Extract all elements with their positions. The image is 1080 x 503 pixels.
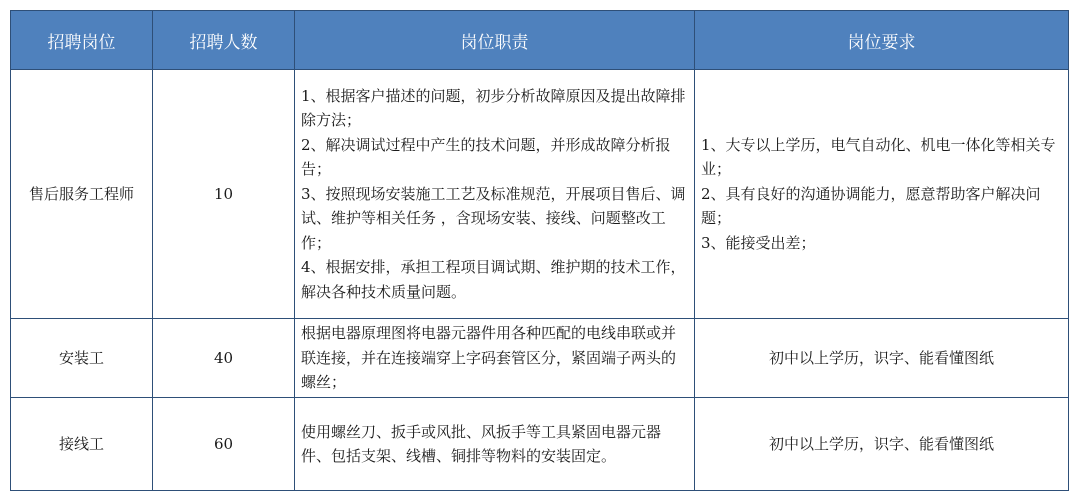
requirement-item: 2、具有良好的沟通协调能力，愿意帮助客户解决问题； — [701, 184, 1041, 228]
table-row — [11, 70, 1069, 319]
requirements-cell — [695, 70, 1069, 319]
duty-item: 1、根据客户描述的问题，初步分析故障原因及提出故障排除方法； — [301, 86, 686, 130]
count-cell: 10 — [153, 70, 295, 319]
recruitment-table — [10, 10, 1069, 491]
duties-cell: 使用螺丝刀、扳手或风批、风扳手等工具紧固电器元器件、包括支架、线槽、铜排等物料的安装固定。 — [295, 398, 695, 491]
count-cell: 60 — [153, 398, 295, 491]
requirements-cell: 初中以上学历，识字、能看懂图纸 — [695, 319, 1069, 398]
header-count: 招聘人数 — [153, 11, 295, 70]
duty-item: 3、按照现场安装施工工艺及标准规范，开展项目售后、调试、维护等相关任务 ，含现场安装、接线、问题整改工作； — [301, 184, 686, 252]
requirement-item: 3、能接受出差； — [701, 233, 816, 252]
duties-cell — [295, 70, 695, 319]
requirements-cell: 初中以上学历，识字、能看懂图纸 — [695, 398, 1069, 491]
count-cell: 40 — [153, 319, 295, 398]
position-cell: 安装工 — [11, 319, 153, 398]
table-row — [11, 398, 1069, 491]
position-cell: 接线工 — [11, 398, 153, 491]
duty-item: 2、解决调试过程中产生的技术问题，并形成故障分析报告； — [301, 135, 671, 179]
table-header-row — [11, 11, 1069, 70]
header-position: 招聘岗位 — [11, 11, 153, 70]
table-row — [11, 319, 1069, 398]
recruitment-table-container — [10, 10, 1069, 491]
requirement-item: 1、大专以上学历，电气自动化、机电一体化等相关专业； — [701, 135, 1056, 179]
duty-item: 4、根据安排，承担工程项目调试期、维护期的技术工作，解决各种技术质量问题。 — [301, 258, 686, 301]
position-cell: 售后服务工程师 — [11, 70, 153, 319]
header-requirements: 岗位要求 — [695, 11, 1069, 70]
header-duties: 岗位职责 — [295, 11, 695, 70]
duties-cell: 根据电器原理图将电器元器件用各种匹配的电线串联或并联连接，并在连接端穿上字码套管区分，紧固端子两头的螺丝； — [295, 319, 695, 398]
